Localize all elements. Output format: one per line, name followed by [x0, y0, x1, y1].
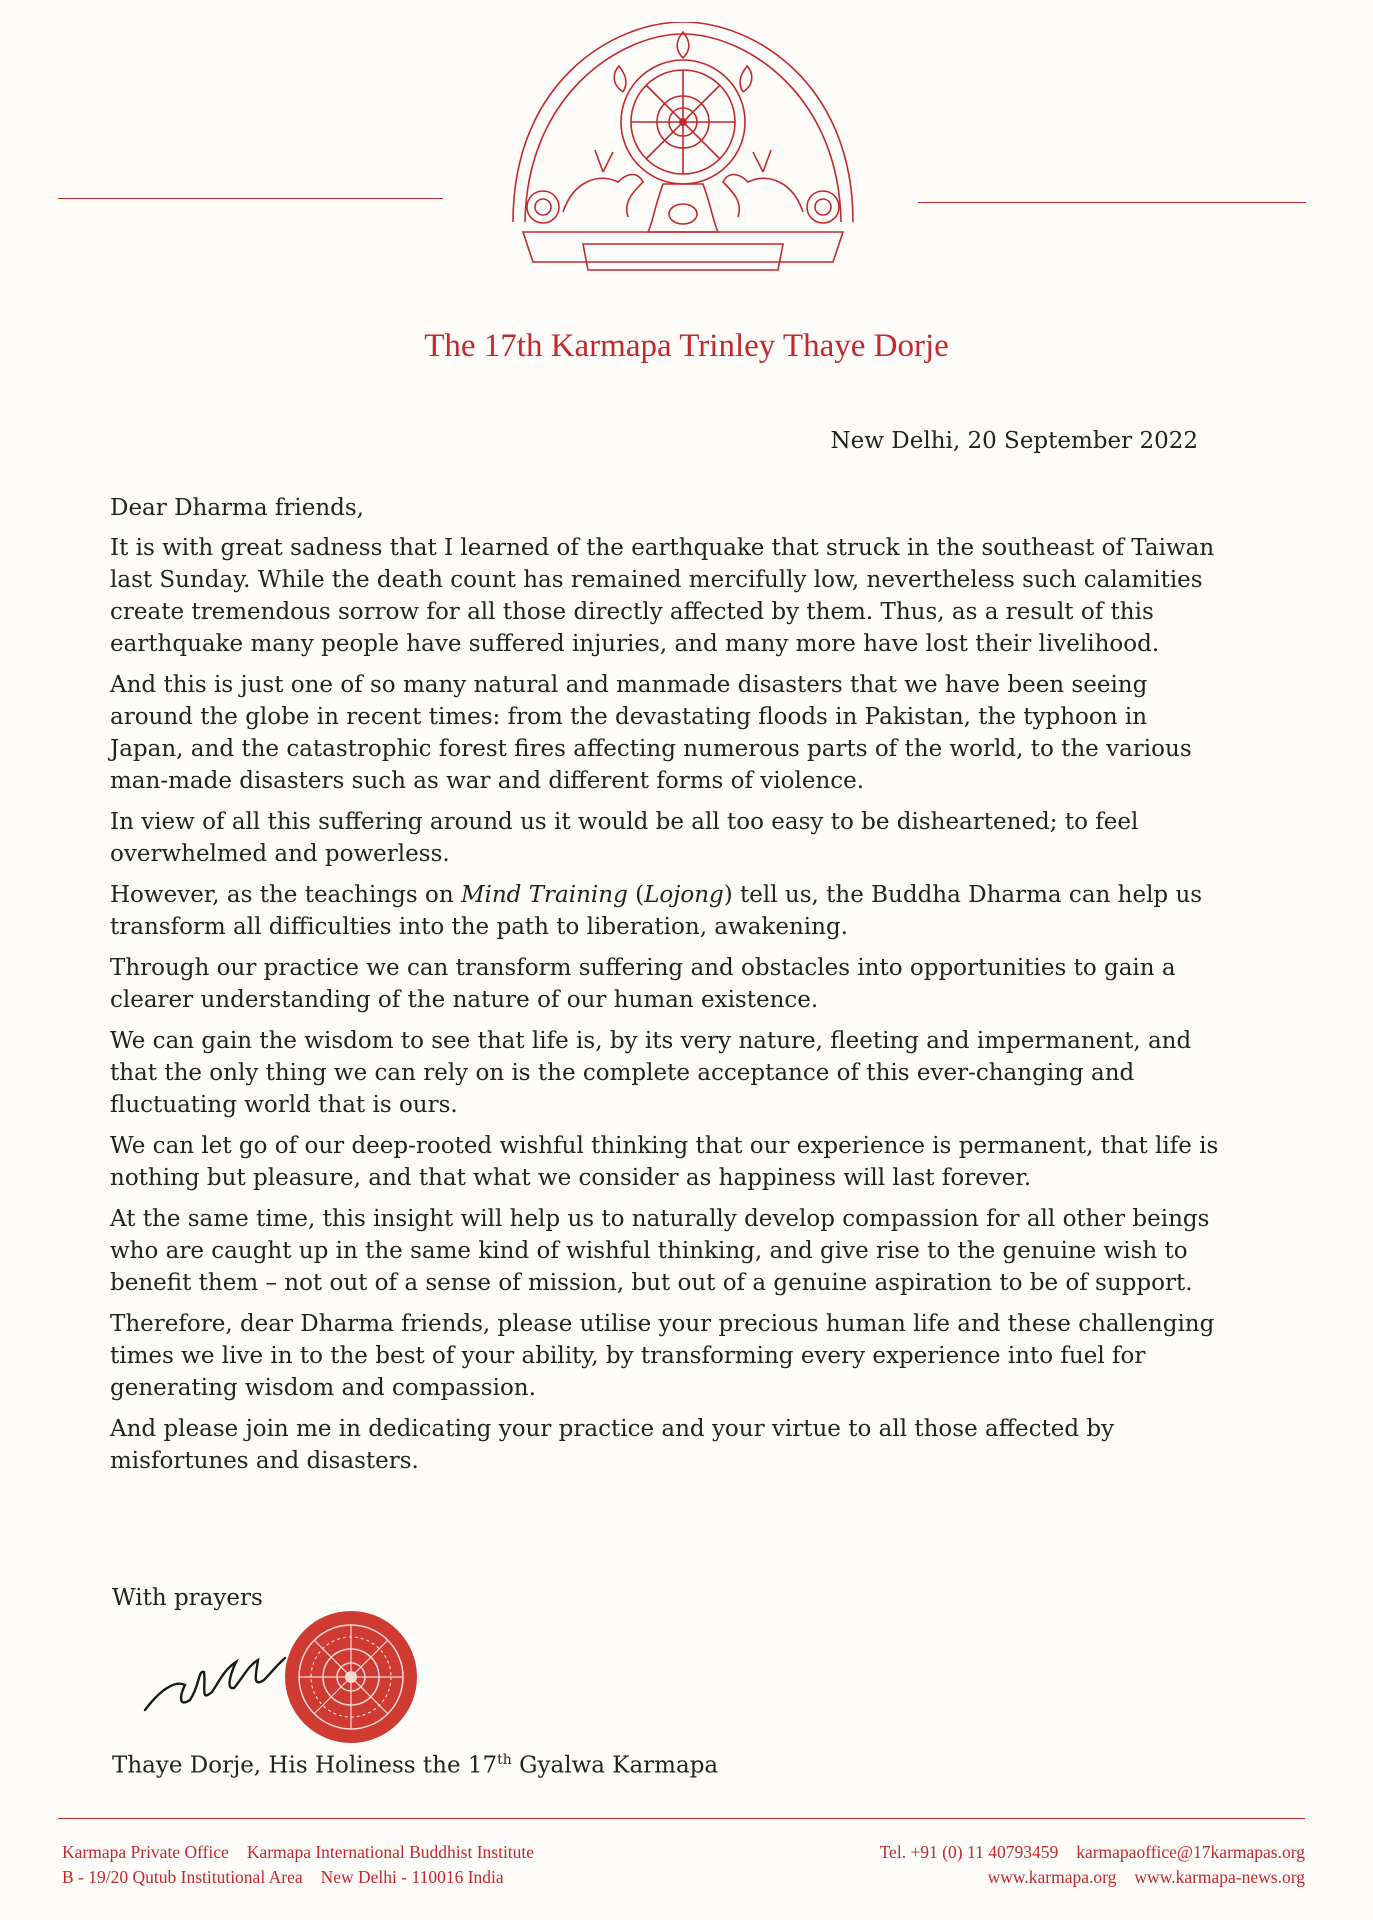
footer-address-a: B - 19/20 Qutub Institutional Area [62, 1867, 303, 1887]
signer-text-b: Gyalwa Karmapa [511, 1752, 719, 1779]
footer-email-link[interactable]: karmapaoffice@17karmapas.org [1076, 1842, 1305, 1862]
paragraph-4-emphasis-lojong: Lojong [644, 882, 724, 908]
signer-superscript: th [497, 1752, 512, 1768]
paragraph-6: We can gain the wisdom to see that life is, by its very nature, fleeting and impermanent, and that the only thing we can rely on is the complete acceptance of this ever-changing and fluctuating world that is ours. [110, 1028, 1192, 1118]
paragraph-4-text-c: ) tell us, the Buddha Dharma can help us transform all difficulties into the path to liberation, awakening. [110, 882, 1203, 940]
paragraph-4-text-a: However, as the teachings on [110, 882, 461, 908]
footer-web-link-2[interactable]: www.karmapa-news.org [1134, 1867, 1305, 1887]
closing: With prayers [112, 1585, 263, 1611]
footer-tel: Tel. +91 (0) 11 40793459 [879, 1842, 1059, 1862]
paragraph-2: And this is just one of so many natural and manmade disasters that we have been seeing around the globe in recent times: from the devastating floods in Pakistan, the typhoon in Japan, and the catastrophic forest fires affecting numerous parts of the world, to the various man-made disasters such as war and different forms of violence. [110, 672, 1192, 794]
paragraph-3: In view of all this suffering around us it would be all too easy to be disheartened; to feel overwhelmed and powerless. [110, 809, 1139, 867]
footer-address-b: New Delhi - 110016 India [320, 1867, 504, 1887]
karmapa-emblem-icon [503, 22, 863, 300]
paragraph-4-text-b: ( [627, 882, 645, 908]
footer-line-2 [62, 1865, 534, 1890]
footer-contact-line-1 [880, 1840, 1305, 1865]
paragraph-8: At the same time, this insight will help us to naturally develop compassion for all other beings who are caught up in the same kind of wishful thinking, and give rise to the genuine wish to benefit them – not out of a sense of mission, but out of a genuine aspiration to be of support. [110, 1206, 1210, 1296]
signer-line [112, 1752, 718, 1779]
paragraph-9: Therefore, dear Dharma friends, please utilise your precious human life and these challenging times we live in to the best of your ability, by transforming every experience into fuel for generating wisdom and compassion. [110, 1311, 1215, 1401]
header-rule-left [58, 198, 443, 199]
footer-web-link-1[interactable]: www.karmapa.org [987, 1867, 1117, 1887]
paragraph-4-emphasis-mind-training: Mind Training [460, 882, 628, 908]
date-line: New Delhi, 20 September 2022 [830, 428, 1198, 454]
footer-contact-line-2 [880, 1865, 1305, 1890]
paragraph-7: We can let go of our deep-rooted wishful thinking that our experience is permanent, that life is nothing but pleasure, and that what we consider as happiness will last forever. [110, 1133, 1219, 1191]
organization-title: The 17th Karmapa Trinley Thaye Dorje [424, 328, 949, 364]
seal-icon [284, 1610, 418, 1744]
salutation: Dear Dharma friends, [110, 495, 364, 521]
signature-icon [140, 1640, 300, 1725]
footer-contact [880, 1840, 1305, 1890]
paragraph-1: It is with great sadness that I learned of the earthquake that struck in the southeast of Taiwan last Sunday. While the death count has remained mercifully low, nevertheless such calamities create tremendous sorrow for all those directly affected by them. Thus, as a result of this earthquake many people have suffered injuries, and many more have lost their livelihood. [110, 535, 1215, 657]
footer-rule [58, 1818, 1305, 1819]
letterhead [0, 0, 1373, 390]
letter-body [110, 492, 1220, 1486]
footer-office: Karmapa Private Office [62, 1842, 229, 1862]
signer-text-a: Thaye Dorje, His Holiness the 17 [112, 1752, 498, 1779]
footer-address [62, 1840, 534, 1890]
footer-line-1 [62, 1840, 534, 1865]
paragraph-10: And please join me in dedicating your practice and your virtue to all those affected by misfortunes and disasters. [110, 1416, 1115, 1474]
header-rule-right [918, 202, 1306, 203]
paragraph-5: Through our practice we can transform suffering and obstacles into opportunities to gain a clearer understanding of the nature of our human existence. [110, 955, 1176, 1013]
footer-institute: Karmapa International Buddhist Institute [246, 1842, 535, 1862]
paragraph-4 [110, 879, 1220, 943]
